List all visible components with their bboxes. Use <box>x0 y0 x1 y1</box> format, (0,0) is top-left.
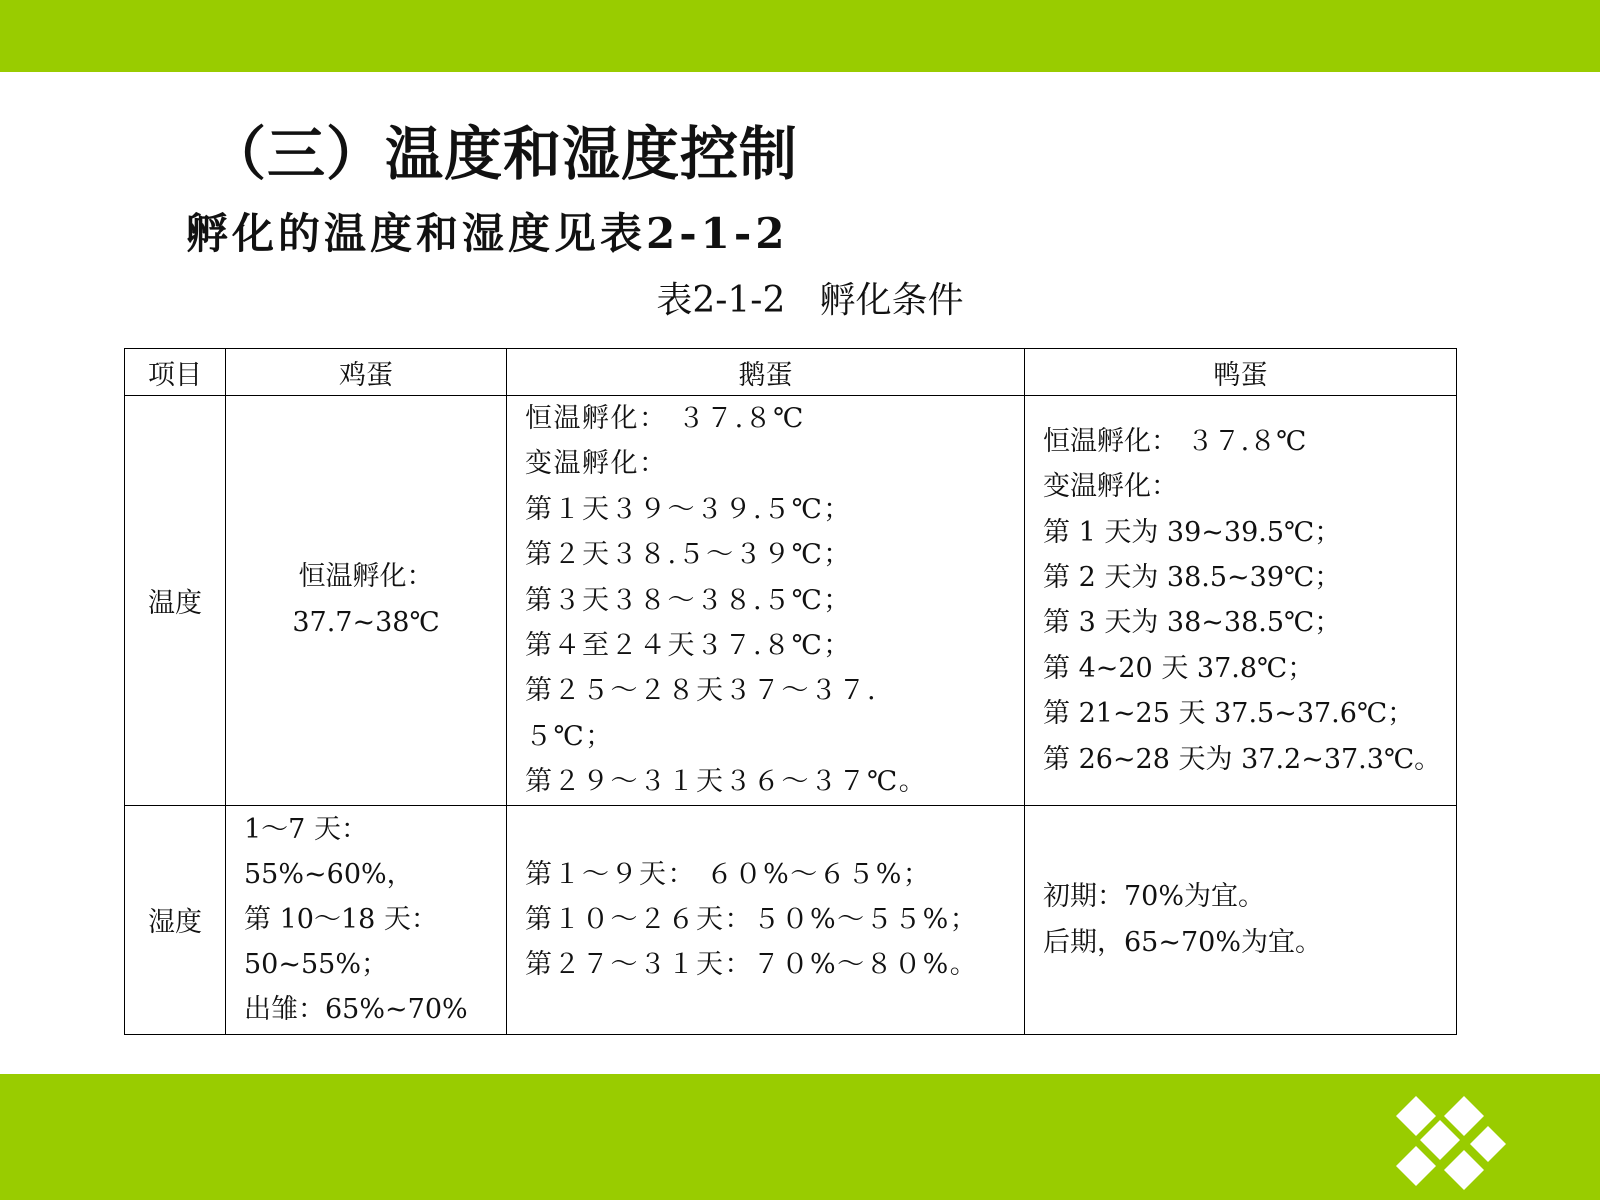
chicken-humidity-lines <box>244 807 506 1032</box>
cell-line: 1～7 天： <box>244 814 368 846</box>
temperature-row <box>125 396 1457 806</box>
subheading: 孵化的温度和湿度见表2-1-2 <box>186 209 789 258</box>
diamond-shape <box>1444 1150 1484 1190</box>
table-header-row <box>125 349 1457 396</box>
humidity-row <box>125 805 1457 1034</box>
diamond-shape <box>1396 1146 1436 1186</box>
header-duck-egg: 鸭蛋 <box>1025 349 1457 396</box>
table-caption: 表2-1-2 孵化条件 <box>656 280 964 321</box>
cell-line: 第１天３９～３９.５℃； <box>525 493 852 525</box>
header-chicken-egg: 鸡蛋 <box>226 349 507 396</box>
cell-line: 恒温孵化： ３７.８℃ <box>525 403 805 434</box>
cell-line: 第 4~20 天 37.8℃； <box>1043 652 1315 684</box>
goose-humidity-cell <box>507 805 1025 1034</box>
bottom-accent-bar <box>0 1074 1600 1200</box>
cell-line: 恒温孵化： <box>298 561 434 593</box>
cell-line: 第１～９天： ６０%～６５%； <box>525 858 932 890</box>
cell-line: ５℃； <box>525 720 614 752</box>
chicken-temperature-cell <box>226 396 507 806</box>
header-item: 项目 <box>125 349 226 396</box>
cell-line: 第２９～３１天３６～３７℃。 <box>525 766 928 798</box>
cell-line: 第２５～２８天３７～３７. <box>525 675 878 707</box>
diamond-grid-icon <box>1396 1096 1506 1200</box>
incubation-conditions-table <box>124 348 1457 1035</box>
duck-humidity-lines <box>1043 874 1456 965</box>
cell-line: 恒温孵化： ３７.８℃ <box>1043 425 1307 457</box>
duck-humidity-cell <box>1025 805 1457 1034</box>
cell-line: 第 2 天为 38.5~39℃； <box>1043 561 1342 593</box>
cell-line: 第３天３８～３８.５℃； <box>525 584 852 616</box>
cell-line: 出雏：65%~70% <box>244 994 468 1026</box>
cell-line: 初期：70%为宜。 <box>1043 881 1266 913</box>
duck-temperature-lines <box>1043 419 1456 782</box>
cell-line: 第４至２４天３７.８℃； <box>525 630 852 662</box>
duck-temperature-cell <box>1025 396 1457 806</box>
chicken-humidity-cell <box>226 805 507 1034</box>
cell-line: 第 10～18 天： <box>244 904 438 936</box>
cell-line: 第２天３８.５～３９℃； <box>525 539 852 571</box>
chicken-temperature-lines <box>226 554 506 646</box>
cell-line: 第 21~25 天 37.5~37.6℃； <box>1043 698 1415 730</box>
cell-line: 变温孵化： <box>1043 471 1178 503</box>
cell-line: 第 3 天为 38~38.5℃； <box>1043 607 1342 639</box>
header-goose-egg: 鹅蛋 <box>507 349 1025 396</box>
goose-temperature-cell <box>507 396 1025 806</box>
cell-line: 50~55%； <box>244 949 388 981</box>
row-label-temperature: 温度 <box>125 396 226 806</box>
cell-line: 55%~60%， <box>244 859 414 891</box>
cell-line: 第１０～２６天：５０%～５５%； <box>525 903 979 935</box>
cell-line: 第２７～３１天：７０%～８０%。 <box>525 949 979 981</box>
row-label-humidity: 湿度 <box>125 805 226 1034</box>
goose-humidity-lines <box>525 852 1024 988</box>
top-accent-bar <box>0 0 1600 72</box>
diamond-shape <box>1470 1126 1506 1162</box>
cell-line: 后期，65~70%为宜。 <box>1043 926 1322 958</box>
cell-line: 第 1 天为 39~39.5℃； <box>1043 516 1342 548</box>
section-heading: （三）温度和湿度控制 <box>208 120 799 188</box>
goose-temperature-lines <box>525 396 1024 805</box>
cell-line: 第 26~28 天为 37.2~37.3℃。 <box>1043 743 1442 775</box>
cell-line: 37.7~38℃ <box>292 607 440 639</box>
cell-line: 变温孵化： <box>525 448 668 480</box>
